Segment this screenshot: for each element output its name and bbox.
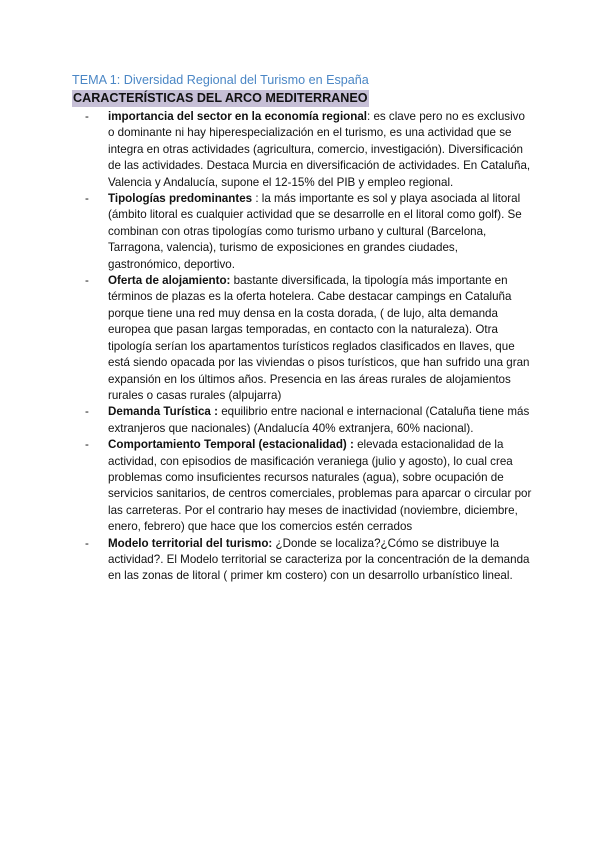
document-title: TEMA 1: Diversidad Regional del Turismo en España bbox=[72, 73, 369, 87]
list-item bbox=[72, 437, 532, 535]
item-text: ¿Donde se localiza?¿Cómo se distribuye la actividad?. El Modelo territorial se caracteriza por la concentración de la demanda en las zonas de litoral ( primer km costero) con un desarrollo urbanístico lineal. bbox=[108, 536, 530, 583]
item-text: bastante diversificada, la tipología más importante en términos de plazas es la oferta hotelera. Cabe destacar campings en Cataluña porque tiene una red muy densa en la costa dorada, ( de lujo, alta demanda europea que pasan largas temporadas, en contacto con la naturaleza). Otra tipología serían los apartamentos turísticos reglados clasificados en llaves, que está siendo opacada por las viviendas o pisos turísticos, que han sufrido una gran expansión en los últimos años. Presencia en las áreas rurales de alojamientos rurales o casas rurales (alpujarra) bbox=[108, 274, 530, 402]
item-heading: importancia del sector en la economía regional bbox=[108, 110, 368, 123]
bullet-dash: - bbox=[85, 274, 89, 288]
bullet-dash: - bbox=[85, 438, 89, 452]
item-heading: Tipologías predominantes bbox=[108, 192, 253, 206]
list-item bbox=[72, 109, 532, 191]
document-content bbox=[72, 72, 532, 585]
list-item bbox=[72, 273, 532, 404]
item-heading: Oferta de alojamiento: bbox=[108, 274, 231, 288]
bullet-dash: - bbox=[85, 405, 89, 419]
item-heading: Modelo territorial del turismo: bbox=[108, 536, 273, 550]
bullet-dash: - bbox=[85, 192, 89, 206]
list-item bbox=[72, 536, 532, 585]
item-heading: Comportamiento Temporal (estacionalidad) : bbox=[108, 438, 354, 452]
item-heading: Demanda Turística : bbox=[108, 405, 218, 419]
item-text: elevada estacionalidad de la actividad, con episodios de masificación veraniega (julio y agosto), lo cual crea problemas como insuficientes recursos naturales (agua), sobre ocupación de servicios sanitarios, de centros comerciales, problemas para aparcar o circular por las carreteras. Por el contrario hay meses de inactividad (noviembre, diciembre, enero, febrero) que hace que los comercios estén cerrados bbox=[108, 438, 532, 534]
item-text: : la más importante es sol y playa asociada al litoral (ámbito litoral es cualquier actividad que se desarrolle en el litoral como golf). Se combinan con otras tipologías como turismo urbano y cultural (Barcelona, Tarragona, valencia), turismo de exposiciones en grandes ciudades, gastronómico, deportivo. bbox=[108, 192, 522, 271]
bullet-list bbox=[72, 109, 532, 585]
item-text: : es clave pero no es exclusivo o dominante ni hay hiperespecialización en el turismo, es una actividad que se integra en otras actividades (agricultura, comercio, investigación). Diversificación de las actividades. Destaca Murcia en diversificación de actividades. En Cataluña, Valencia y Andalucía, supone el 12-15% del PIB y empleo regional. bbox=[108, 110, 531, 189]
list-item bbox=[72, 191, 532, 273]
item-text: equilibrio entre nacional e internacional (Cataluña tiene más extranjeros que nacionales) (Andalucía 40% extranjera, 60% nacional). bbox=[108, 405, 530, 435]
bullet-dash: - bbox=[85, 536, 89, 550]
section-heading: CARACTERÍSTICAS DEL ARCO MEDITERRANEO bbox=[73, 91, 368, 105]
list-item bbox=[72, 404, 532, 437]
bullet-dash: - bbox=[85, 110, 89, 123]
